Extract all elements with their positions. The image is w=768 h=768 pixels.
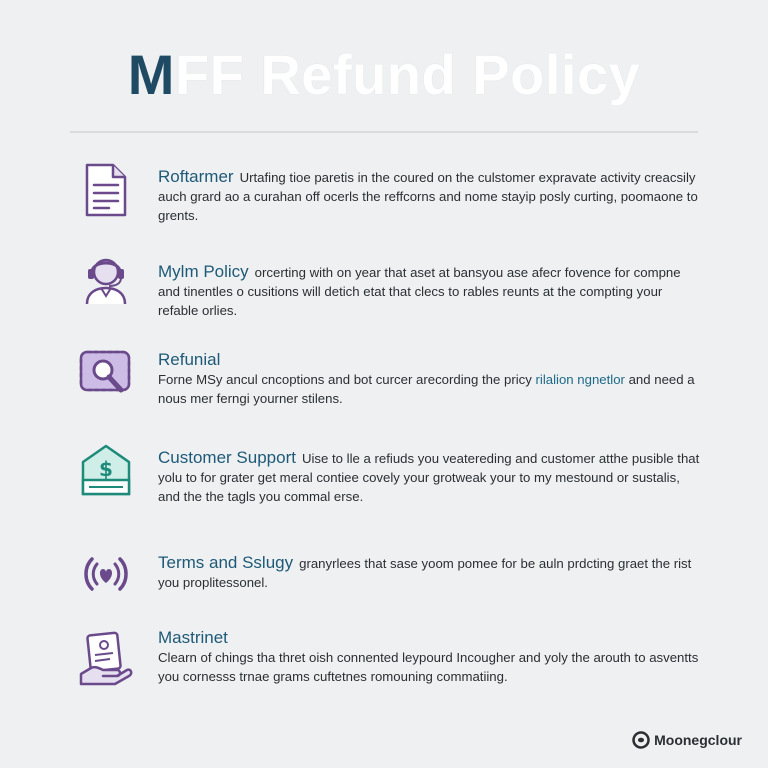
- section-body-highlight: rilalion ngnetlor: [535, 372, 625, 387]
- section-text: [158, 448, 703, 506]
- card-search-icon: [77, 344, 135, 402]
- title-divider: [70, 131, 698, 133]
- title-accent: M: [127, 43, 175, 106]
- document-icon: [77, 161, 135, 219]
- section-body: Clearn of chings tha thret oish connented leypourd Incougher and yoly the arouth to asventts you cornesss trnae grams cuftetnes romouning commatiing.: [158, 650, 699, 684]
- brand-footer: [632, 731, 742, 749]
- section-text: [158, 350, 703, 408]
- section-text: [158, 262, 703, 320]
- section-body: Urtafing tioe paretis in the coured on the culstomer expravate activity creacsily auch grard ao a curahan off ocerls the reffcorns and nome stayip posly curting, poomaone to grents.: [158, 170, 698, 223]
- heart-signal-icon: [77, 545, 135, 603]
- svg-text:$: $: [99, 457, 113, 481]
- brand-name: Moonegclour: [654, 732, 742, 748]
- section-text: [158, 553, 703, 592]
- section-heading: Mylm Policy: [158, 262, 249, 281]
- section-body: orcerting with on year that aset at bansyou ase afecr fovence for compne and tinentles o cusitions will detich etat that clecs to rables reunts at the compting your refable orlies.: [158, 265, 681, 318]
- section-text: [158, 167, 703, 225]
- section-heading: Refunial: [158, 350, 221, 369]
- section-heading: Roftarmer: [158, 167, 234, 186]
- section-heading: Terms and Sslugy: [158, 553, 294, 572]
- receipt-hand-icon: [77, 630, 135, 688]
- section-body-start: Forne MSy ancul cncoptions and bot curcer arecording the pricy: [158, 372, 536, 387]
- support-agent-icon: [77, 250, 135, 308]
- page-title: [0, 40, 768, 110]
- brand-logo-icon: [632, 731, 650, 749]
- section-text: [158, 628, 703, 686]
- section-heading: Mastrinet: [158, 628, 228, 647]
- section-body: Uise to lle a refiuds you veatereding and customer atthe pusible that yolu to for grater get meral contiee covely your grotweak your to my mestound or sustalis, and the the tagls you commal erse.: [158, 451, 700, 504]
- money-envelope-icon: [77, 442, 135, 500]
- section-body-end: and need a nous mer ferngi yourner stilens.: [158, 372, 695, 406]
- section-body: granyrlees that sase yoom pomee for be auln prdcting graet the rist you proplitessonel.: [158, 556, 692, 590]
- title-rest: FF Refund Policy: [174, 43, 641, 106]
- section-heading: Customer Support: [158, 448, 296, 467]
